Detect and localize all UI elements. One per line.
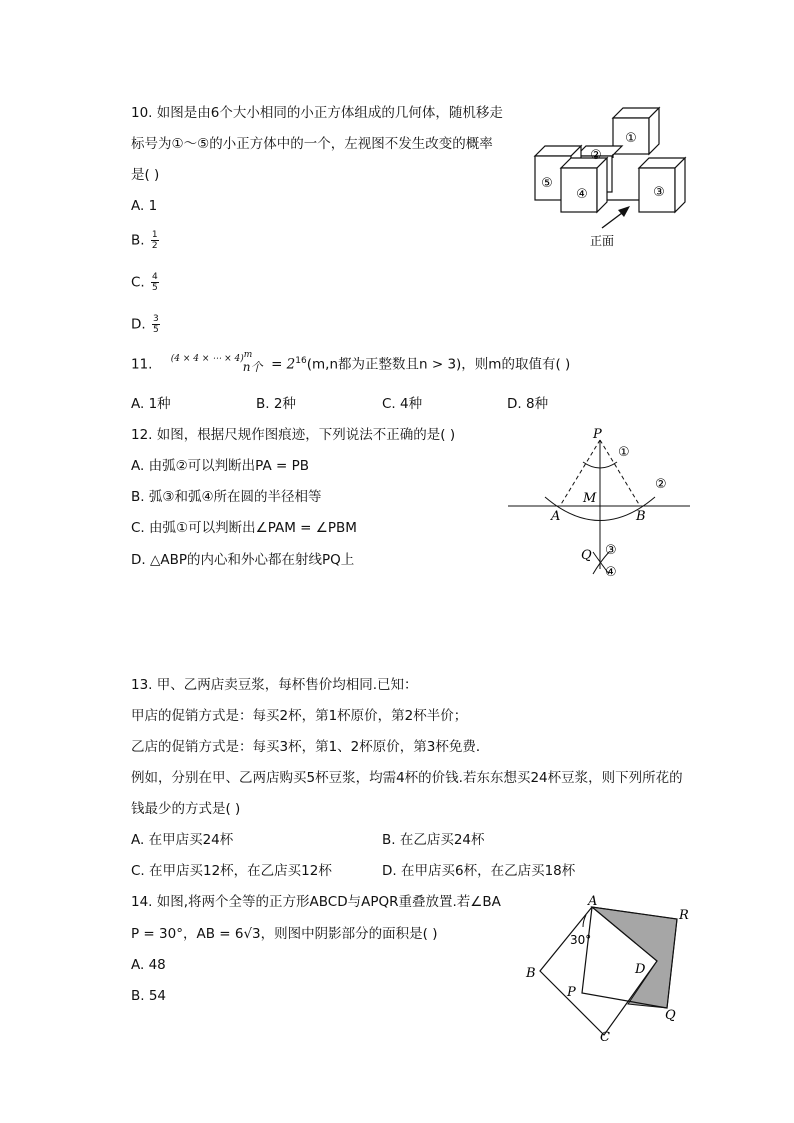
q13-option-b: B. 在乙店买24杯 [382, 832, 485, 848]
q10-option-a: A. 1 [131, 198, 158, 214]
point-q: Q [665, 1008, 676, 1023]
q12-option-c: C. 由弧①可以判断出∠PAM = ∠PBM [131, 520, 357, 536]
q13-option-c: C. 在甲店买12杯，在乙店买12杯 [131, 863, 332, 879]
q11-option-d: D. 8种 [507, 396, 549, 412]
fraction-numerator: 4 [152, 272, 158, 282]
fraction-numerator: 3 [152, 314, 159, 324]
q12-option-d: D. △ABP的内心和外心都在射线PQ上 [131, 552, 355, 568]
front-label: 正面 [589, 234, 615, 248]
cube-3-label: ③ [653, 185, 665, 200]
cube-1-label: ① [625, 131, 637, 146]
point-a: A [551, 509, 561, 524]
point-a: A [588, 894, 598, 909]
point-q: Q [581, 548, 592, 563]
point-r: R [679, 908, 689, 923]
q10-stem-line2: 标号为①～⑤的小正方体中的一个，左视图不发生改变的概率 [131, 136, 493, 152]
cube-2-label: ② [590, 148, 602, 163]
q10-option-c [131, 272, 159, 293]
q10-option-b-label: B. [131, 232, 145, 249]
point-b: B [526, 966, 536, 981]
q11-condition: (m,n都为正整数且n > 3)，则m的取值有( ) [306, 356, 571, 373]
q14-option-a: A. 48 [131, 957, 166, 973]
fraction-denominator: 5 [152, 283, 158, 293]
q11-product [171, 346, 253, 368]
q10-cube-figure [530, 100, 700, 255]
q10-option-c-fraction [151, 272, 159, 293]
q12-option-a: A. 由弧②可以判断出PA = PB [131, 458, 309, 474]
q11-number: 11. [131, 356, 153, 373]
q12-option-b: B. 弧③和弧④所在圆的半径相等 [131, 489, 322, 505]
arc-1-label: ① [618, 445, 630, 460]
arc-3-label: ③ [605, 543, 617, 558]
q14-stem-line1: 14. 如图,将两个全等的正方形ABCD与APQR重叠放置.若∠BA [131, 894, 501, 910]
q10-stem-line1: 10. 如图是由6个大小相同的小正方体组成的几何体，随机移走 [131, 105, 503, 121]
fraction-numerator: 1 [151, 230, 158, 240]
arc-4-label: ④ [605, 565, 617, 580]
q14-squares-figure [520, 893, 700, 1045]
cube-5-label: ⑤ [541, 176, 553, 191]
q11-expression [171, 352, 267, 374]
q10-option-d-fraction [152, 314, 160, 335]
q11-power: 16 [295, 356, 307, 366]
q11-option-b: B. 2种 [256, 396, 296, 412]
point-c: C [600, 1030, 610, 1045]
q13-option-a: A. 在甲店买24杯 [131, 832, 234, 848]
fraction-denominator: 5 [152, 325, 159, 335]
cube-4-label: ④ [576, 187, 588, 202]
q10-option-d [131, 314, 160, 335]
q10-option-d-label: D. [131, 316, 146, 333]
q11-stem [131, 352, 570, 374]
q10-option-b-fraction [151, 230, 159, 251]
angle-label: 30° [570, 933, 592, 947]
q14-option-b: B. 54 [131, 988, 167, 1004]
q13-line3: 乙店的促销方式是：每买3杯，第1、2杯原价，第3杯免费． [131, 739, 490, 755]
q11-eq: = 2 [271, 356, 296, 373]
q13-stem: 13. 甲、乙两店卖豆浆，每杯售价均相同.已知： [131, 677, 418, 693]
q11-n-count: n个 [242, 360, 263, 374]
q13-line2: 甲店的促销方式是：每买2杯，第1杯原价，第2杯半价； [131, 708, 468, 724]
point-d: D [635, 962, 646, 977]
q13-line4: 例如，分别在甲、乙两店购买5杯豆浆，均需4杯的价钱.若东东想买24杯豆浆，则下列所花的 [131, 770, 683, 786]
arc-2-label: ② [655, 477, 667, 492]
point-b: B [636, 509, 646, 524]
q14-stem-line2: P = 30°，AB = 6√3，则图中阴影部分的面积是( ) [131, 926, 438, 942]
q10-option-b [131, 230, 159, 251]
q12-stem: 12. 如图，根据尺规作图痕迹，下列说法不正确的是( ) [131, 427, 456, 443]
q11-product-base: (4 × 4 × ⋯ × 4) [170, 354, 244, 364]
fraction-denominator: 2 [151, 241, 158, 251]
q11-option-c: C. 4种 [382, 396, 423, 412]
point-m: M [583, 491, 597, 506]
q13-option-d: D. 在甲店买6杯，在乙店买18杯 [382, 863, 576, 879]
q12-construction-figure [505, 424, 695, 584]
point-p: P [567, 985, 576, 1000]
point-p: P [593, 427, 602, 442]
q10-option-c-label: C. [131, 274, 145, 291]
q13-line5: 钱最少的方式是( ) [131, 801, 241, 817]
q11-product-exp: m [243, 350, 253, 360]
q11-option-a: A. 1种 [131, 396, 171, 412]
q10-stem-line3: 是( ) [131, 167, 160, 183]
